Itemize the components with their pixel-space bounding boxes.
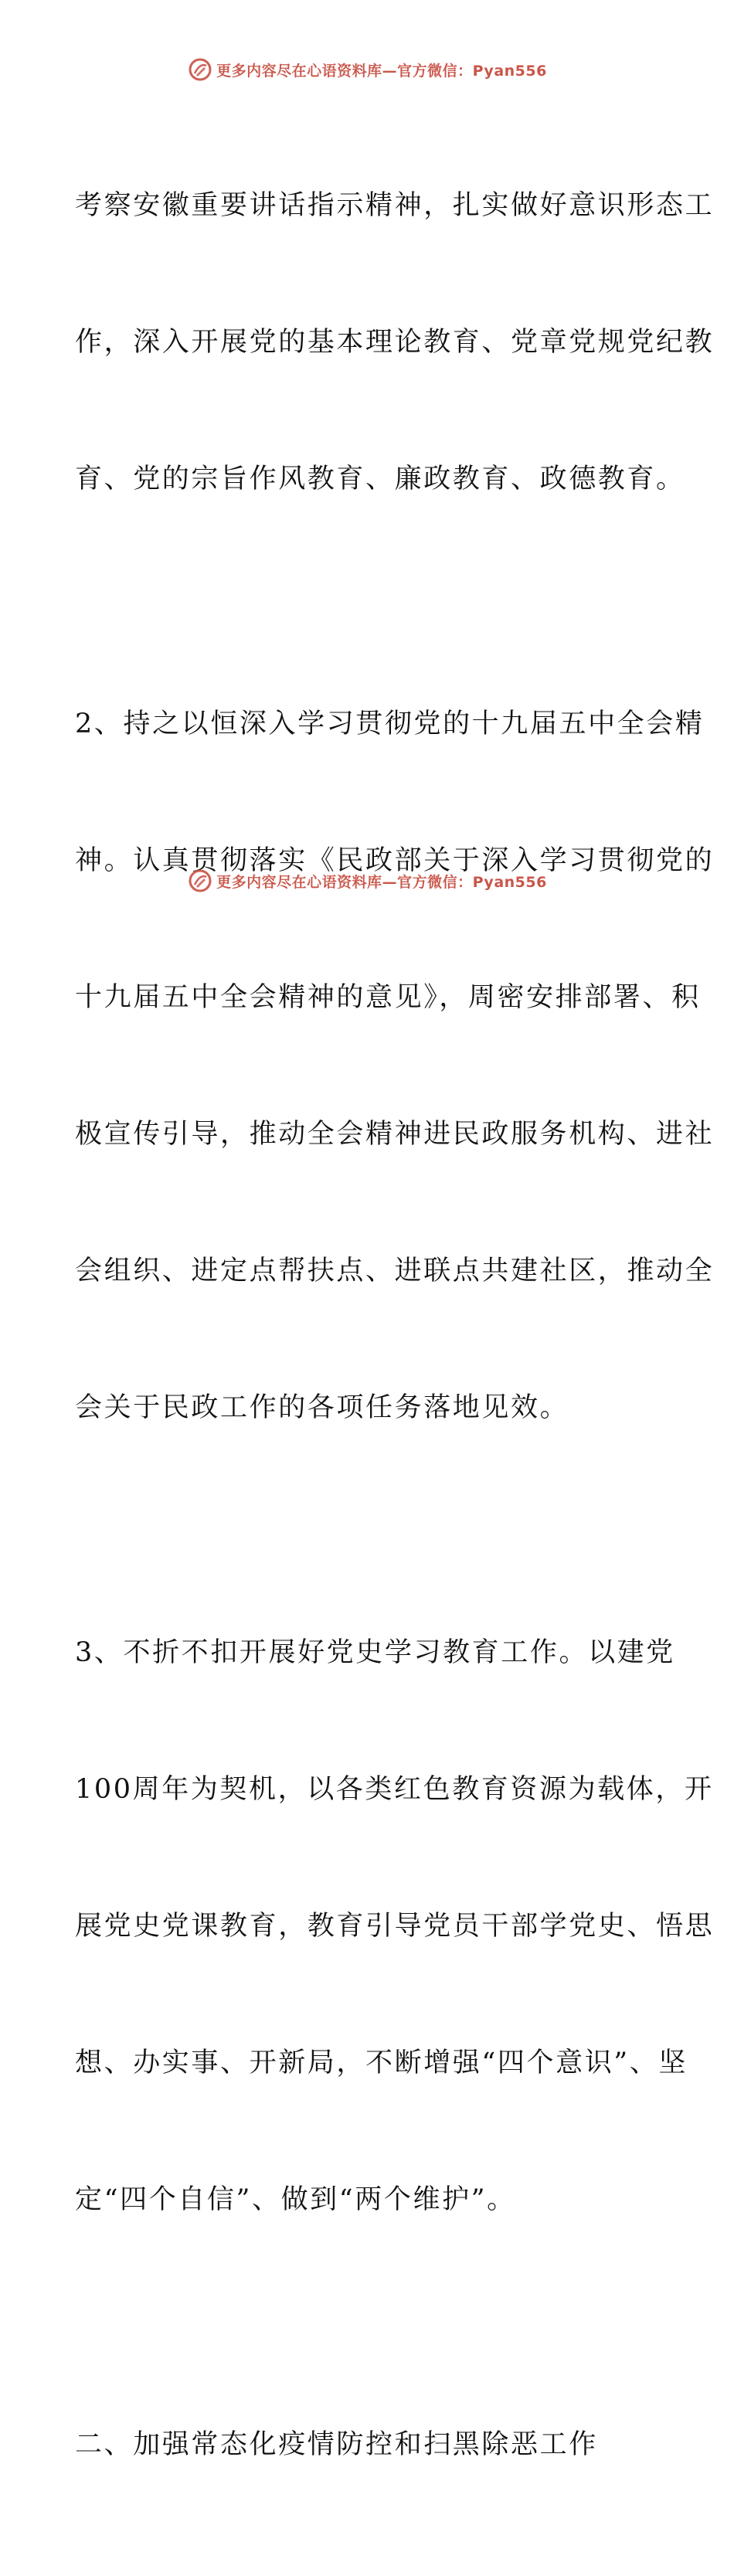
text-line: 作，深入开展党的基本理论教育、党章党规党纪教 [75, 327, 715, 358]
paragraph [75, 1539, 715, 2314]
text-line: 神。认真贯彻落实《民政部关于深入学习贯彻党的 [75, 845, 715, 876]
text-line: 考察安徽重要讲话指示精神，扎实做好意识形态工 [75, 190, 715, 221]
pen-swirl-logo-icon [187, 56, 213, 83]
text-line: 二、加强常态化疫情防控和扫黑除恶工作 [75, 2429, 598, 2460]
text-line: 100周年为契机，以各类红色教育资源为载体，开 [75, 1774, 714, 1805]
text-line: 定“四个自信”、做到“两个维护”。 [75, 2184, 516, 2215]
text-line: 育、党的宗旨作风教育、廉政教育、政德教育。 [75, 464, 685, 494]
text-line: 极宣传引导，推动全会精神进民政服务机构、进社 [75, 1119, 715, 1150]
watermark-footer [0, 865, 734, 896]
text-line: 会关于民政工作的各项任务落地见效。 [75, 1392, 569, 1423]
text-line: 3、不折不扣开展好党史学习教育工作。以建党 [75, 1637, 675, 1668]
text-line: 想、办实事、开新局，不断增强“四个意识”、坚 [75, 2048, 688, 2078]
text-line: 2、持之以恒深入学习贯彻党的十九届五中全会精 [75, 709, 705, 739]
section-heading [75, 2331, 662, 2559]
document-body [75, 92, 715, 2576]
paragraph [75, 610, 715, 1522]
paragraph [75, 92, 715, 593]
text-line: 会组织、进定点帮扶点、进联点共建社区，推动全 [75, 1256, 715, 1286]
watermark-text: 更多内容尽在心语资料库—官方微信：Pyan556 [216, 62, 547, 80]
watermark-text: 更多内容尽在心语资料库—官方微信：Pyan556 [216, 873, 547, 891]
text-line: 展党史党课教育，教育引导党员干部学党史、悟思 [75, 1911, 715, 1942]
watermark-header [0, 54, 734, 85]
text-line: 十九届五中全会精神的意见》，周密安排部署、积 [75, 982, 701, 1013]
pen-swirl-logo-icon [187, 868, 213, 894]
